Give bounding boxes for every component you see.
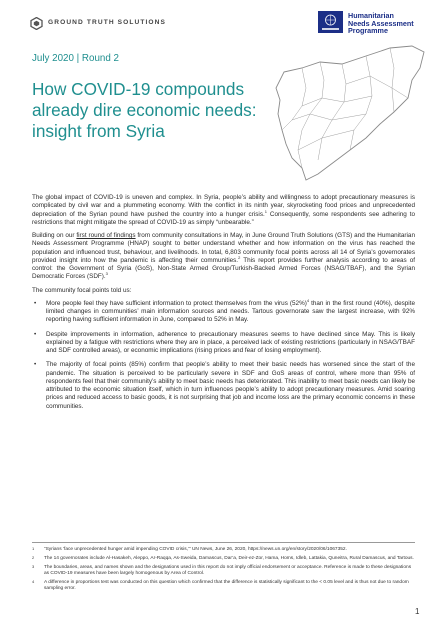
bullet-icon: • xyxy=(34,299,37,307)
partner-name xyxy=(348,12,438,35)
footnote-number: 4 xyxy=(32,578,35,584)
governorate-border xyxy=(298,130,354,150)
bullet-text: More people feel they have sufficient information to protect themselves from the virus (52%) xyxy=(46,299,307,307)
title-line: already dire economic needs: xyxy=(32,100,257,120)
governorate-border xyxy=(292,114,366,120)
footnote xyxy=(32,565,415,577)
footnote-number: 1 xyxy=(32,546,35,551)
footnote-ref[interactable]: 3 xyxy=(105,271,108,277)
governorate-border xyxy=(282,68,306,130)
organization-name: GROUND TRUTH SOLUTIONS xyxy=(48,19,166,26)
page-title xyxy=(32,79,282,142)
footnote-text: A difference in proportions test was conducted on this question which confirmed that the difference is statistically significant to the < 0.05 level and is thus not due to random sampling error. xyxy=(44,579,409,591)
footnotes xyxy=(32,542,415,594)
partner-name-line: Needs Assessment xyxy=(348,18,414,28)
governorate-border xyxy=(346,76,408,98)
footnote xyxy=(32,556,415,562)
list-item xyxy=(32,331,415,356)
footnote xyxy=(32,547,415,553)
footnote-number: 2 xyxy=(32,554,35,560)
footnote xyxy=(32,580,415,592)
list-item xyxy=(32,361,415,411)
footnote-text: The boundaries, areas, and names shown and the designations used in this report do not imply official endorsement or acceptance. Reference is made to these designations as COVID-19 measures have been largely homogenous by Area of Control. xyxy=(44,564,412,576)
bullet-icon: • xyxy=(34,361,37,369)
first-round-findings-link[interactable]: first round of findings xyxy=(76,232,136,239)
bullet-icon: • xyxy=(34,330,37,338)
country-outline xyxy=(276,46,424,180)
paragraph-text: The global impact of COVID-19 is uneven and complex. In Syria, people’s ability and willingness to adopt precautionary measures is complicated by civil war and a plummeting economy. With the conflict in its ninth year, skyrocketing food prices and unprecedented depreciation of the Syrian pound have pushed the country into a hunger crisis. xyxy=(32,194,415,218)
findings-list xyxy=(32,297,415,411)
page-header xyxy=(0,0,445,40)
footnote-ref[interactable]: 2 xyxy=(238,254,241,260)
list-item xyxy=(32,297,415,325)
paragraph-text: from community consultations in May, in June Ground Truth Solutions (GTS) and the Humanitarian Needs Assessment Programme (HNAP) sought to better understand whether and how information on the virus has reached the population and influenced trust, behaviour, and livelihoods. In total, 6,803 community focal points across all 14 of Syria’s governorates provided insight into how the pandemic is affecting their communities. xyxy=(32,232,415,264)
ground-truth-solutions-logo-icon xyxy=(30,17,43,30)
report-date: July 2020 | Round 2 xyxy=(32,53,119,64)
partner-name-line: Programme xyxy=(348,26,388,36)
footnote-text: The 14 governorates include Al-Hasakeh, Aleppo, Ar-Raqqa, As-Sweida, Damascus, Dar’a, Deir-ez-Zor, Hama, Homs, Idleb, Lattakia, Quneitra, Rural Damascus, and Tartous. xyxy=(44,555,414,561)
partner-name-line: Humanitarian xyxy=(348,11,394,20)
report-body xyxy=(32,194,415,417)
paragraph-text: Consequently, some respondents see adhering to restrictions that might mitigate the spread of COVID-19 as simply “unbearable.” xyxy=(32,210,415,226)
un-emblem-logo-icon xyxy=(318,11,343,33)
governorate-border xyxy=(302,96,372,106)
bullet-text: Despite improvements in information, adherence to precautionary measures seems to have declined since May. This is likely explained by a fatigue with restrictions where they are in place, a perceived lack of existing restrictions (particularly in NSAG/TBAF and SDF controlled areas), or economic implications (rising prices and fear of losing employment). xyxy=(46,330,415,354)
syria-map-illustration xyxy=(262,40,432,185)
intro-paragraph xyxy=(32,194,415,227)
paragraph-text: Building on our xyxy=(32,232,77,239)
lead-in-paragraph: The community focal points told us: xyxy=(32,286,132,294)
governorate-border xyxy=(298,62,324,168)
page-number: 1 xyxy=(415,607,420,616)
title-line: insight from Syria xyxy=(32,121,165,141)
footnote-ref[interactable]: 1 xyxy=(264,208,267,214)
footnote-number: 3 xyxy=(32,563,35,569)
governorate-border xyxy=(390,48,394,112)
governorate-border xyxy=(318,64,346,160)
footnote-text: “Syrians ‘face unprecedented hunger amid impending COVID crisis,’” UN News, June 26, 2020, https://news.un.org/en/story/2020/06/1067352. xyxy=(44,547,347,552)
context-paragraph xyxy=(32,232,415,282)
bullet-text: than in the first round (40%), despite limited changes in communities’ main information sources and needs. Tartous governorate saw the largest increase, with 92% reporting having sufficient information in June, compared to 52% in May. xyxy=(46,299,415,324)
paragraph-text: This report provides further analysis according to areas of control: the Government of Syria (GoS), Non-State Armed Group/Turkish-Backed Armed Forces (NSAG/TBAF), and the Syrian Democratic Forces (SDF). xyxy=(32,256,415,281)
bullet-text: The majority of focal points (85%) confirm that people’s ability to meet their basic needs has worsened since the start of the pandemic. The situation is perceived to be particularly severe in SDF and GoS areas of control, where more than 95% of respondents feel that their community’s ability to meet basic needs has deteriorated. This inability to meet basic needs can likely be attributed to the economic situation itself, which in turn influences people’s ability to adopt precautionary measures. Amid soaring prices and reduced access to basic goods, it is not surprising that job and income loss are the primary economic concerns in these communities. xyxy=(46,361,415,410)
footnote-ref[interactable]: 4 xyxy=(306,297,310,303)
title-line: How COVID-19 compounds xyxy=(32,79,245,99)
